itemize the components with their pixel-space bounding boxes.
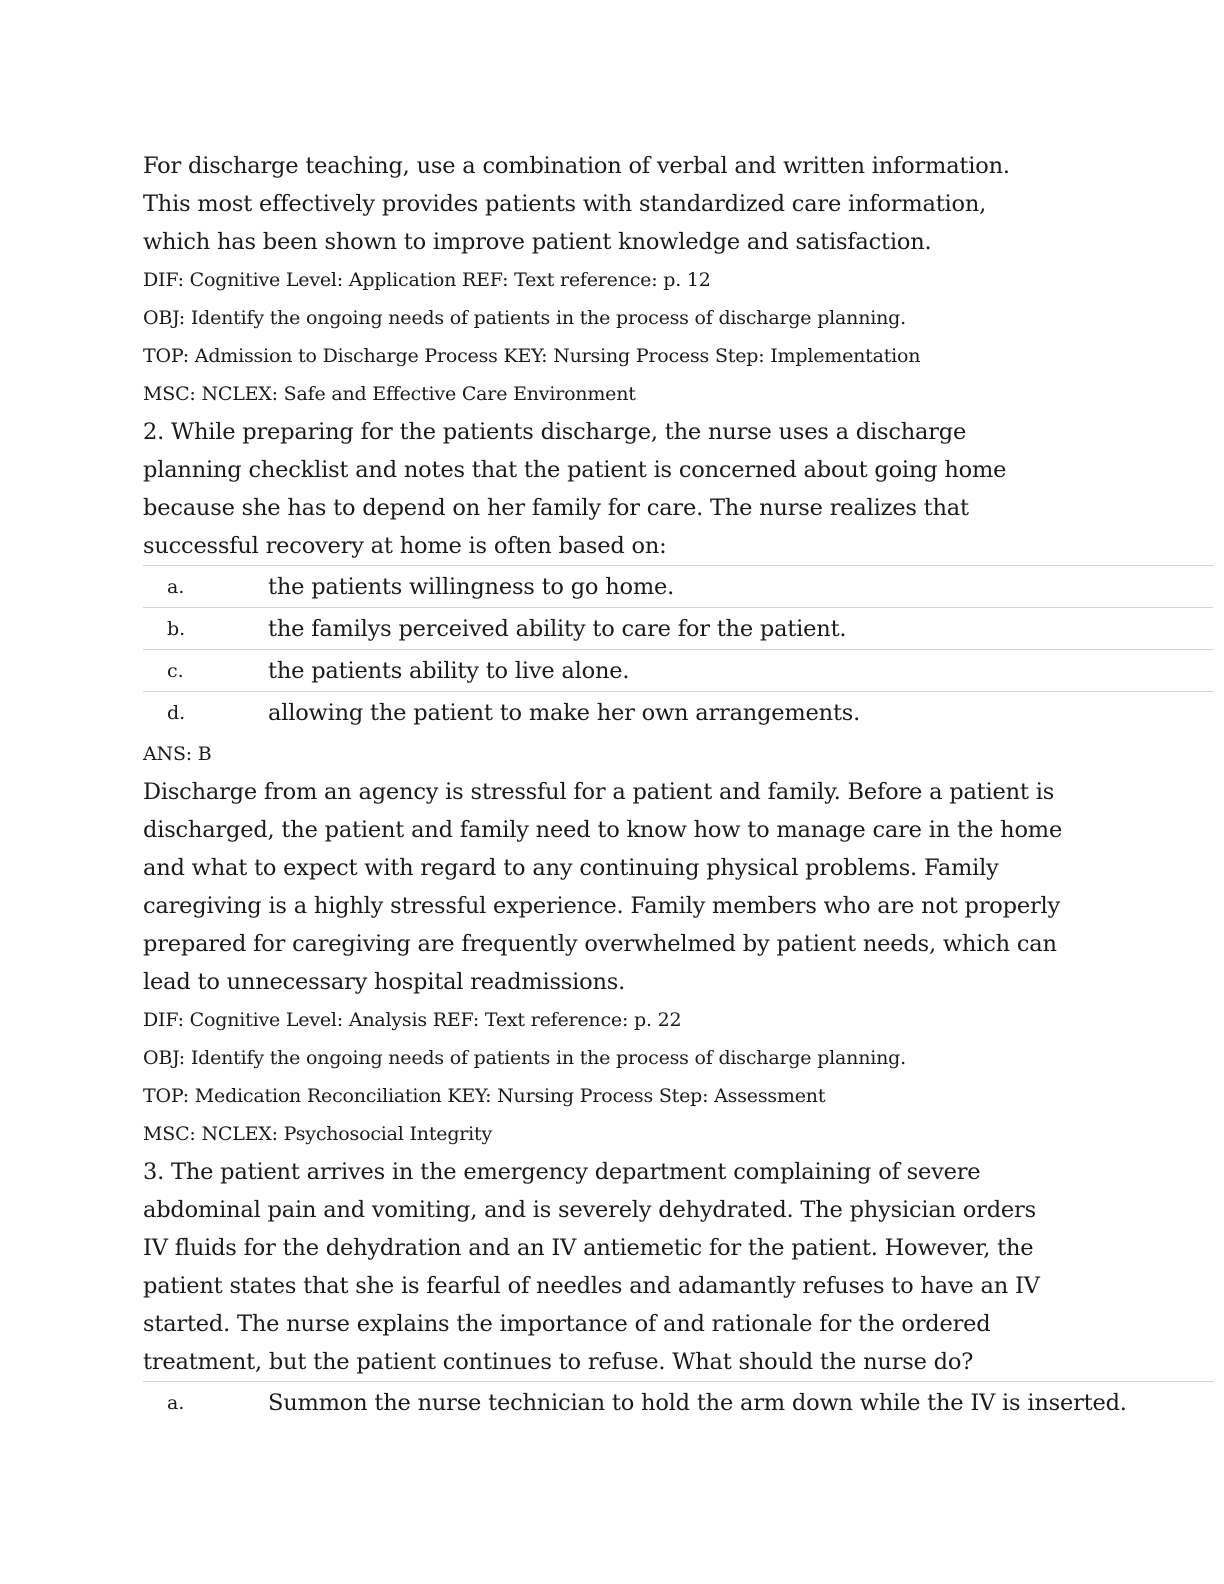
question-2-options	[143, 565, 1213, 733]
msc-line: MSC: NCLEX: Safe and Effective Care Environment	[143, 383, 636, 405]
question-3-stem: 3. The patient arrives in the emergency department complaining of severe abdominal pain and vomiting, and is severely dehydrated. The physician orders IV fluids for the dehydration and an IV antiemetic for the patient. However, the patient states that she is fearful of needles and adamantly refuses to have an IV started. The nurse explains the importance of and rationale for the ordered treatment, but the patient continues to refuse. What should the nurse do?	[143, 1159, 1040, 1375]
objective-line: OBJ: Identify the ongoing needs of patients in the process of discharge planning.	[143, 1047, 906, 1069]
rationale-paragraph: For discharge teaching, use a combination of verbal and written information. This most effectively provides patients with standardized care information, which has been shown to improve patient knowledge and satisfaction.	[143, 153, 1010, 255]
difficulty-line: DIF: Cognitive Level: Analysis REF: Text reference: p. 22	[143, 1009, 682, 1031]
topic-line: TOP: Medication Reconciliation KEY: Nursing Process Step: Assessment	[143, 1085, 826, 1107]
option-text: the patients willingness to go home.	[268, 573, 675, 600]
option-letter: a.	[167, 575, 185, 598]
option-c	[143, 649, 1213, 691]
objective-line: OBJ: Identify the ongoing needs of patients in the process of discharge planning.	[143, 307, 906, 329]
option-text: Summon the nurse technician to hold the arm down while the IV is inserted.	[268, 1389, 1127, 1416]
option-letter: c.	[167, 659, 184, 682]
option-letter: a.	[167, 1391, 185, 1414]
option-letter: b.	[167, 617, 186, 640]
question-2-stem: 2. While preparing for the patients discharge, the nurse uses a discharge planning checklist and notes that the patient is concerned about going home because she has to depend on her family for care. The nurse realizes that successful recovery at home is often based on:	[143, 419, 1007, 559]
msc-line: MSC: NCLEX: Psychosocial Integrity	[143, 1123, 493, 1145]
question-3-options	[143, 1381, 1213, 1423]
option-letter: d.	[167, 701, 186, 724]
option-d	[143, 691, 1213, 733]
rationale-paragraph: Discharge from an agency is stressful for a patient and family. Before a patient is discharged, the patient and family need to know how to manage care in the home and what to expect with regard to any continuing physical problems. Family caregiving is a highly stressful experience. Family members who are not properly prepared for caregiving are frequently overwhelmed by patient needs, which can lead to unnecessary hospital readmissions.	[143, 779, 1063, 995]
option-text: the familys perceived ability to care for the patient.	[268, 615, 847, 642]
option-text: the patients ability to live alone.	[268, 657, 630, 684]
option-text: allowing the patient to make her own arrangements.	[268, 699, 861, 726]
option-b	[143, 607, 1213, 649]
answer-line: ANS: B	[143, 743, 212, 765]
option-a	[143, 565, 1213, 607]
difficulty-line: DIF: Cognitive Level: Application REF: Text reference: p. 12	[143, 269, 711, 291]
document-content	[143, 147, 1213, 1423]
topic-line: TOP: Admission to Discharge Process KEY: Nursing Process Step: Implementation	[143, 345, 921, 367]
option-a	[143, 1381, 1213, 1423]
